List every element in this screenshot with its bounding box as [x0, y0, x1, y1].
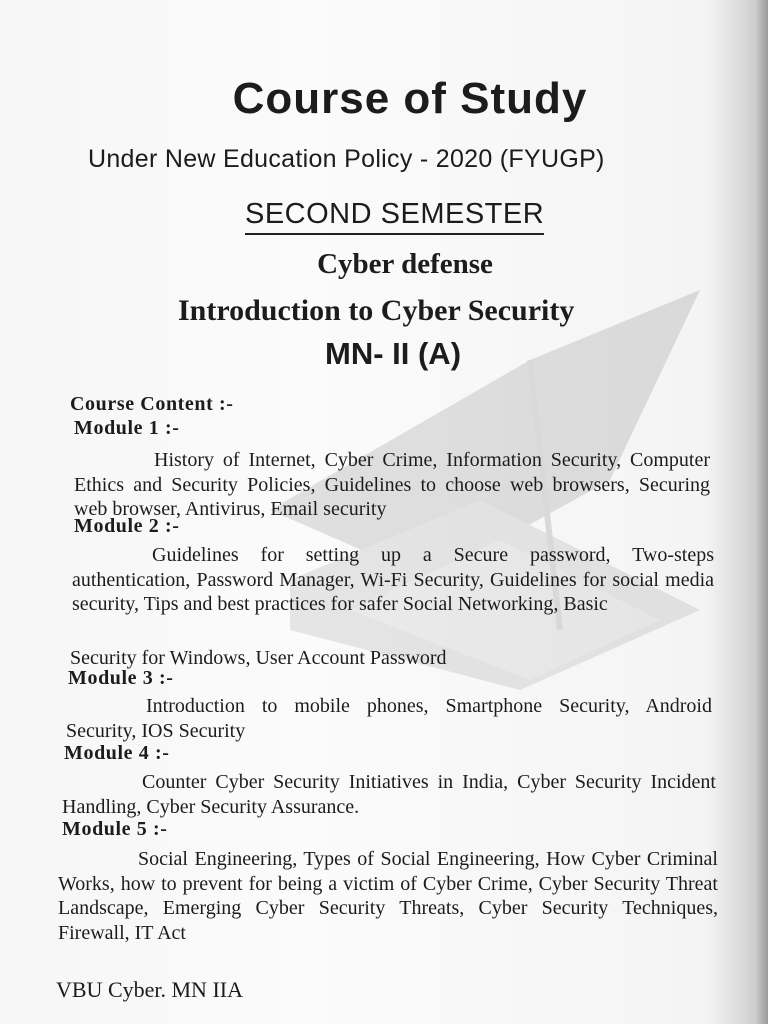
course-content-heading: Course Content :- [70, 393, 234, 415]
page-edge-shadow [746, 0, 768, 1024]
course-title: Introduction to Cyber Security [178, 294, 575, 327]
module-2-description: Guidelines for setting up a Secure password, Two-steps authentication, Password Manager, Wi-Fi Security, Guidelines for social media security, Tips and best practices for safer Social Networking, Basic [72, 544, 714, 615]
module-1-text [74, 448, 710, 522]
footer-label: VBU Cyber. MN IIA [56, 977, 243, 1002]
module-3-label: Module 3 :- [68, 667, 174, 689]
course-code: MN- II (A) [325, 336, 462, 371]
semester-heading: SECOND SEMESTER [245, 198, 544, 235]
module-4-label: Module 4 :- [64, 742, 170, 764]
module-1-description: History of Internet, Cyber Crime, Information Security, Computer Ethics and Security Policies, Guidelines to choose web browsers, Securing web browser, Antivirus, Email security [74, 449, 710, 520]
module-2-text [72, 543, 714, 617]
module-4-description: Counter Cyber Security Initiatives in India, Cyber Security Incident Handling, Cyber Security Assurance. [62, 771, 716, 818]
module-4-text [62, 770, 716, 819]
module-3-text [66, 694, 712, 743]
module-5-label: Module 5 :- [62, 818, 168, 840]
module-5-description: Social Engineering, Types of Social Engineering, How Cyber Criminal Works, how to prevent for being a victim of Cyber Crime, Cyber Security Threat Landscape, Emerging Cyber Security Threats, Cyber Security Techniques, Firewall, IT Act [58, 848, 718, 944]
module-2-text-continued: Security for Windows, User Account Password [70, 647, 447, 669]
module-2-label: Module 2 :- [74, 515, 180, 537]
subject-name: Cyber defense [317, 248, 493, 280]
document-title: Course of Study [232, 74, 588, 123]
module-3-description: Introduction to mobile phones, Smartphone Security, Android Security, IOS Security [66, 695, 712, 742]
module-5-text [58, 847, 718, 945]
document-subtitle: Under New Education Policy - 2020 (FYUGP) [88, 145, 605, 173]
module-1-label: Module 1 :- [74, 417, 180, 439]
